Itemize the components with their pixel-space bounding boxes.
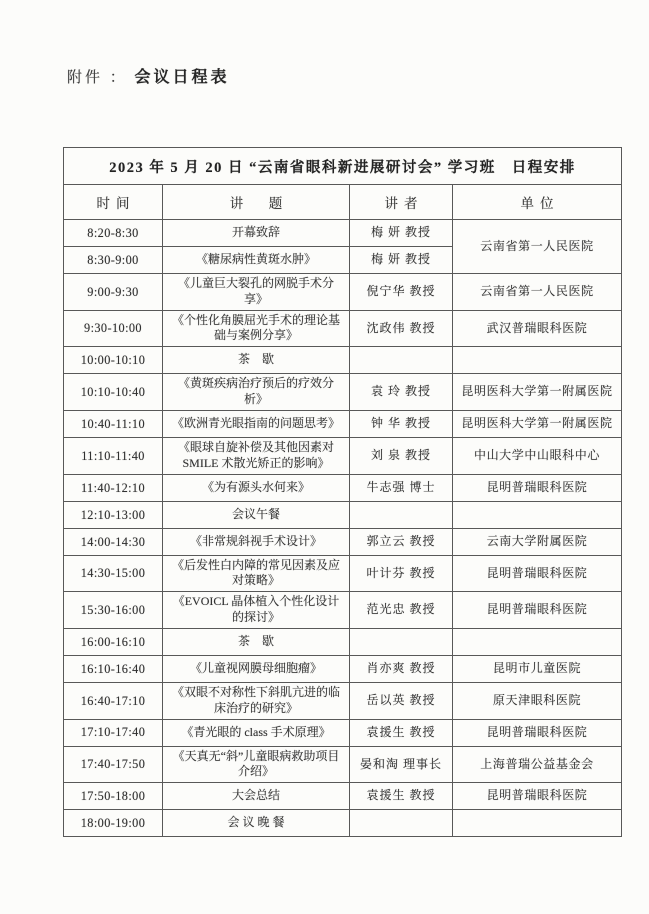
time-cell: 8:30-9:00	[64, 247, 163, 274]
table-row	[64, 783, 622, 810]
unit-cell: 昆明医科大学第一附属医院	[453, 374, 622, 411]
speaker-cell: 钟 华 教授	[350, 410, 453, 437]
topic-cell: 《天真无“斜”儿童眼病救助项目介绍》	[163, 746, 350, 783]
attachment-prefix: 附件 ：	[67, 70, 128, 86]
table-header-row	[64, 185, 622, 220]
topic-cell: 《儿童巨大裂孔的网脱手术分享》	[163, 274, 350, 311]
unit-cell: 昆明普瑞眼科医院	[453, 555, 622, 592]
table-row	[64, 274, 622, 311]
time-cell: 9:00-9:30	[64, 274, 163, 311]
topic-cell: 《为有源头水何来》	[163, 474, 350, 501]
time-cell: 14:00-14:30	[64, 528, 163, 555]
table-row	[64, 655, 622, 682]
unit-cell	[453, 347, 622, 374]
speaker-cell	[350, 810, 453, 837]
column-header-topic: 讲 题	[163, 185, 350, 220]
column-header-speaker: 讲者	[350, 185, 453, 220]
speaker-cell: 沈政伟 教授	[350, 310, 453, 347]
topic-cell: 《眼球自旋补偿及其他因素对 SMILE 术散光矫正的影响》	[163, 437, 350, 474]
speaker-cell: 倪宁华 教授	[350, 274, 453, 311]
speaker-cell: 范光忠 教授	[350, 592, 453, 629]
unit-cell: 云南大学附属医院	[453, 528, 622, 555]
table-row	[64, 628, 622, 655]
column-header-unit: 单位	[453, 185, 622, 220]
attachment-title: 会议日程表	[134, 69, 230, 86]
speaker-cell: 袁 玲 教授	[350, 374, 453, 411]
table-row	[64, 528, 622, 555]
time-cell: 11:10-11:40	[64, 437, 163, 474]
time-cell: 17:50-18:00	[64, 783, 163, 810]
time-cell: 16:00-16:10	[64, 628, 163, 655]
unit-cell	[453, 501, 622, 528]
speaker-cell	[350, 347, 453, 374]
table-row	[64, 220, 622, 247]
unit-cell: 昆明普瑞眼科医院	[453, 592, 622, 629]
schedule-body	[64, 220, 622, 837]
unit-cell: 昆明市儿童医院	[453, 655, 622, 682]
unit-cell: 中山大学中山眼科中心	[453, 437, 622, 474]
speaker-cell: 郭立云 教授	[350, 528, 453, 555]
unit-cell	[453, 628, 622, 655]
time-cell: 12:10-13:00	[64, 501, 163, 528]
time-cell: 16:10-16:40	[64, 655, 163, 682]
table-row	[64, 746, 622, 783]
topic-cell: 开幕致辞	[163, 220, 350, 247]
time-cell: 17:40-17:50	[64, 746, 163, 783]
topic-cell: 《个性化角膜屈光手术的理论基础与案例分享》	[163, 310, 350, 347]
time-cell: 14:30-15:00	[64, 555, 163, 592]
table-row	[64, 437, 622, 474]
table-row	[64, 474, 622, 501]
speaker-cell: 岳以英 教授	[350, 682, 453, 719]
attachment-heading	[67, 64, 230, 87]
topic-cell: 《黄斑疾病治疗预后的疗效分析》	[163, 374, 350, 411]
unit-cell: 昆明普瑞眼科医院	[453, 783, 622, 810]
unit-cell: 云南省第一人民医院	[453, 220, 622, 274]
table-row	[64, 555, 622, 592]
speaker-cell: 刘 泉 教授	[350, 437, 453, 474]
unit-cell: 昆明普瑞眼科医院	[453, 474, 622, 501]
schedule-table	[63, 147, 622, 837]
unit-cell: 上海普瑞公益基金会	[453, 746, 622, 783]
time-cell: 15:30-16:00	[64, 592, 163, 629]
speaker-cell: 肖亦爽 教授	[350, 655, 453, 682]
speaker-cell: 梅 妍 教授	[350, 220, 453, 247]
speaker-cell: 晏和淘 理事长	[350, 746, 453, 783]
topic-cell: 《青光眼的 class 手术原理》	[163, 719, 350, 746]
table-title-row	[64, 148, 622, 185]
topic-cell: 会议午餐	[163, 501, 350, 528]
time-cell: 18:00-19:00	[64, 810, 163, 837]
speaker-cell: 梅 妍 教授	[350, 247, 453, 274]
topic-cell: 《欧洲青光眼指南的问题思考》	[163, 410, 350, 437]
unit-cell: 昆明普瑞眼科医院	[453, 719, 622, 746]
speaker-cell	[350, 628, 453, 655]
topic-cell: 会 议 晚 餐	[163, 810, 350, 837]
topic-cell: 《糖尿病性黄斑水肿》	[163, 247, 350, 274]
unit-cell: 昆明医科大学第一附属医院	[453, 410, 622, 437]
time-cell: 9:30-10:00	[64, 310, 163, 347]
topic-cell: 茶 歇	[163, 347, 350, 374]
time-cell: 10:10-10:40	[64, 374, 163, 411]
column-header-time: 时间	[64, 185, 163, 220]
topic-cell: 《双眼不对称性下斜肌亢进的临床治疗的研究》	[163, 682, 350, 719]
topic-cell: 茶 歇	[163, 628, 350, 655]
table-row	[64, 810, 622, 837]
topic-cell: 《儿童视网膜母细胞瘤》	[163, 655, 350, 682]
topic-cell: 《非常规斜视手术设计》	[163, 528, 350, 555]
speaker-cell: 牛志强 博士	[350, 474, 453, 501]
time-cell: 10:00-10:10	[64, 347, 163, 374]
topic-cell: 《EVOICL 晶体植入个性化设计的探讨》	[163, 592, 350, 629]
time-cell: 11:40-12:10	[64, 474, 163, 501]
unit-cell: 云南省第一人民医院	[453, 274, 622, 311]
table-row	[64, 410, 622, 437]
time-cell: 17:10-17:40	[64, 719, 163, 746]
table-row	[64, 592, 622, 629]
table-row	[64, 501, 622, 528]
time-cell: 10:40-11:10	[64, 410, 163, 437]
table-row	[64, 719, 622, 746]
table-row	[64, 310, 622, 347]
table-row	[64, 682, 622, 719]
speaker-cell: 叶计芬 教授	[350, 555, 453, 592]
unit-cell: 原天津眼科医院	[453, 682, 622, 719]
topic-cell: 大会总结	[163, 783, 350, 810]
table-title: 2023 年 5 月 20 日 “云南省眼科新进展研讨会” 学习班 日程安排	[64, 148, 622, 185]
topic-cell: 《后发性白内障的常见因素及应对策略》	[163, 555, 350, 592]
speaker-cell: 袁援生 教授	[350, 719, 453, 746]
table-row	[64, 347, 622, 374]
unit-cell	[453, 810, 622, 837]
time-cell: 16:40-17:10	[64, 682, 163, 719]
speaker-cell: 袁援生 教授	[350, 783, 453, 810]
speaker-cell	[350, 501, 453, 528]
unit-cell: 武汉普瑞眼科医院	[453, 310, 622, 347]
time-cell: 8:20-8:30	[64, 220, 163, 247]
table-row	[64, 374, 622, 411]
